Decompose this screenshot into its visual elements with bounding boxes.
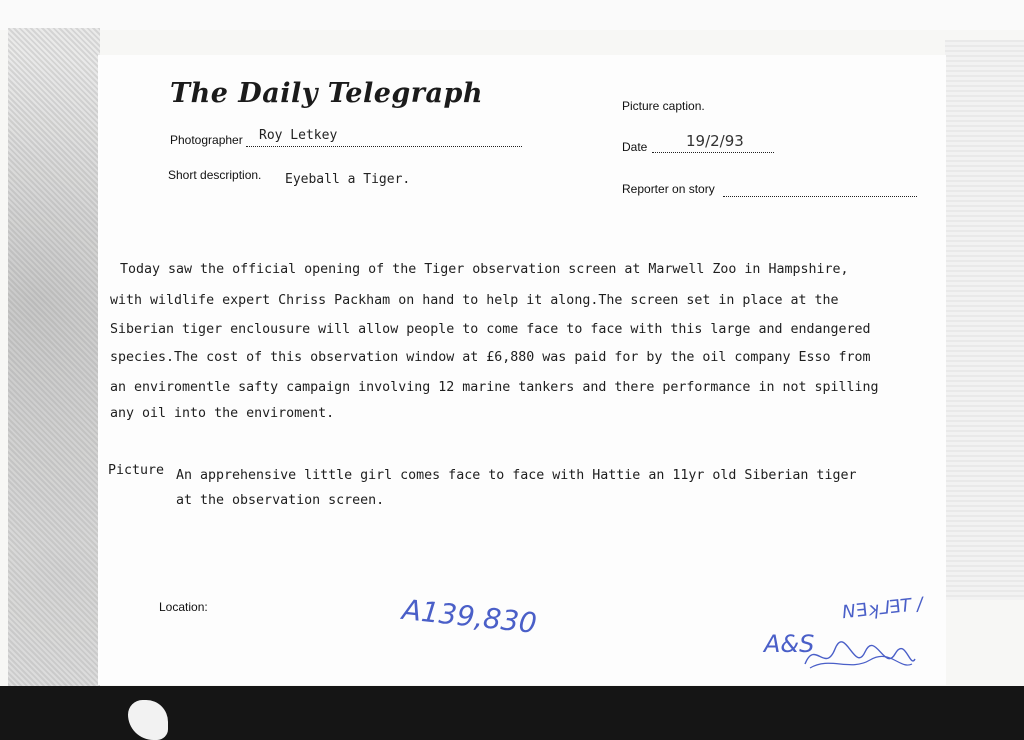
body-line: Siberian tiger enclousure will allow people to come face to face with this large and endangered [110,322,871,337]
picture-caption-label: Picture caption. [622,99,705,113]
body-line: Today saw the official opening of the Tiger observation screen at Marwell Zoo in Hampshire, [120,262,849,277]
short-description-label: Short description. [168,168,262,182]
date-value: 19/2/93 [686,132,744,150]
masthead: The Daily Telegraph [170,78,484,109]
reporter-line [723,196,917,197]
reporter-label: Reporter on story [622,182,715,196]
picture-caption-line2: at the observation screen. [176,493,385,508]
photographer-line [246,146,522,147]
left-halftone-border [8,28,100,708]
right-halftone-border [945,40,1024,600]
location-label: Location: [159,600,208,614]
picture-caption-line1: An apprehensive little girl comes face to face with Hattie an 11yr old Siberian tiger [176,468,857,483]
date-line [652,152,774,153]
handwritten-note: N∃ʞ⅃∃T / [841,593,924,624]
body-line: with wildlife expert Chriss Packham on hand to help it along.The screen set in place at the [110,293,839,308]
short-description-value: Eyeball a Tiger. [285,172,411,187]
handwritten-initials: A&S [764,630,815,658]
picture-label: Picture [108,463,165,478]
body-line: any oil into the enviroment. [110,406,335,421]
top-margin [0,0,1024,30]
body-line: an enviromentle safty campaign involving 12 marine tankers and there performance in not spilling [110,380,879,395]
date-label: Date [622,140,648,154]
handwritten-reference: A139,830 [400,593,539,640]
caption-card [98,55,946,685]
body-line: species.The cost of this observation window at £6,880 was paid for by the oil company Esso from [110,350,871,365]
photographer-label: Photographer [170,133,243,147]
photographer-value: Roy Letkey [259,128,338,143]
pen-scribble [800,634,920,678]
